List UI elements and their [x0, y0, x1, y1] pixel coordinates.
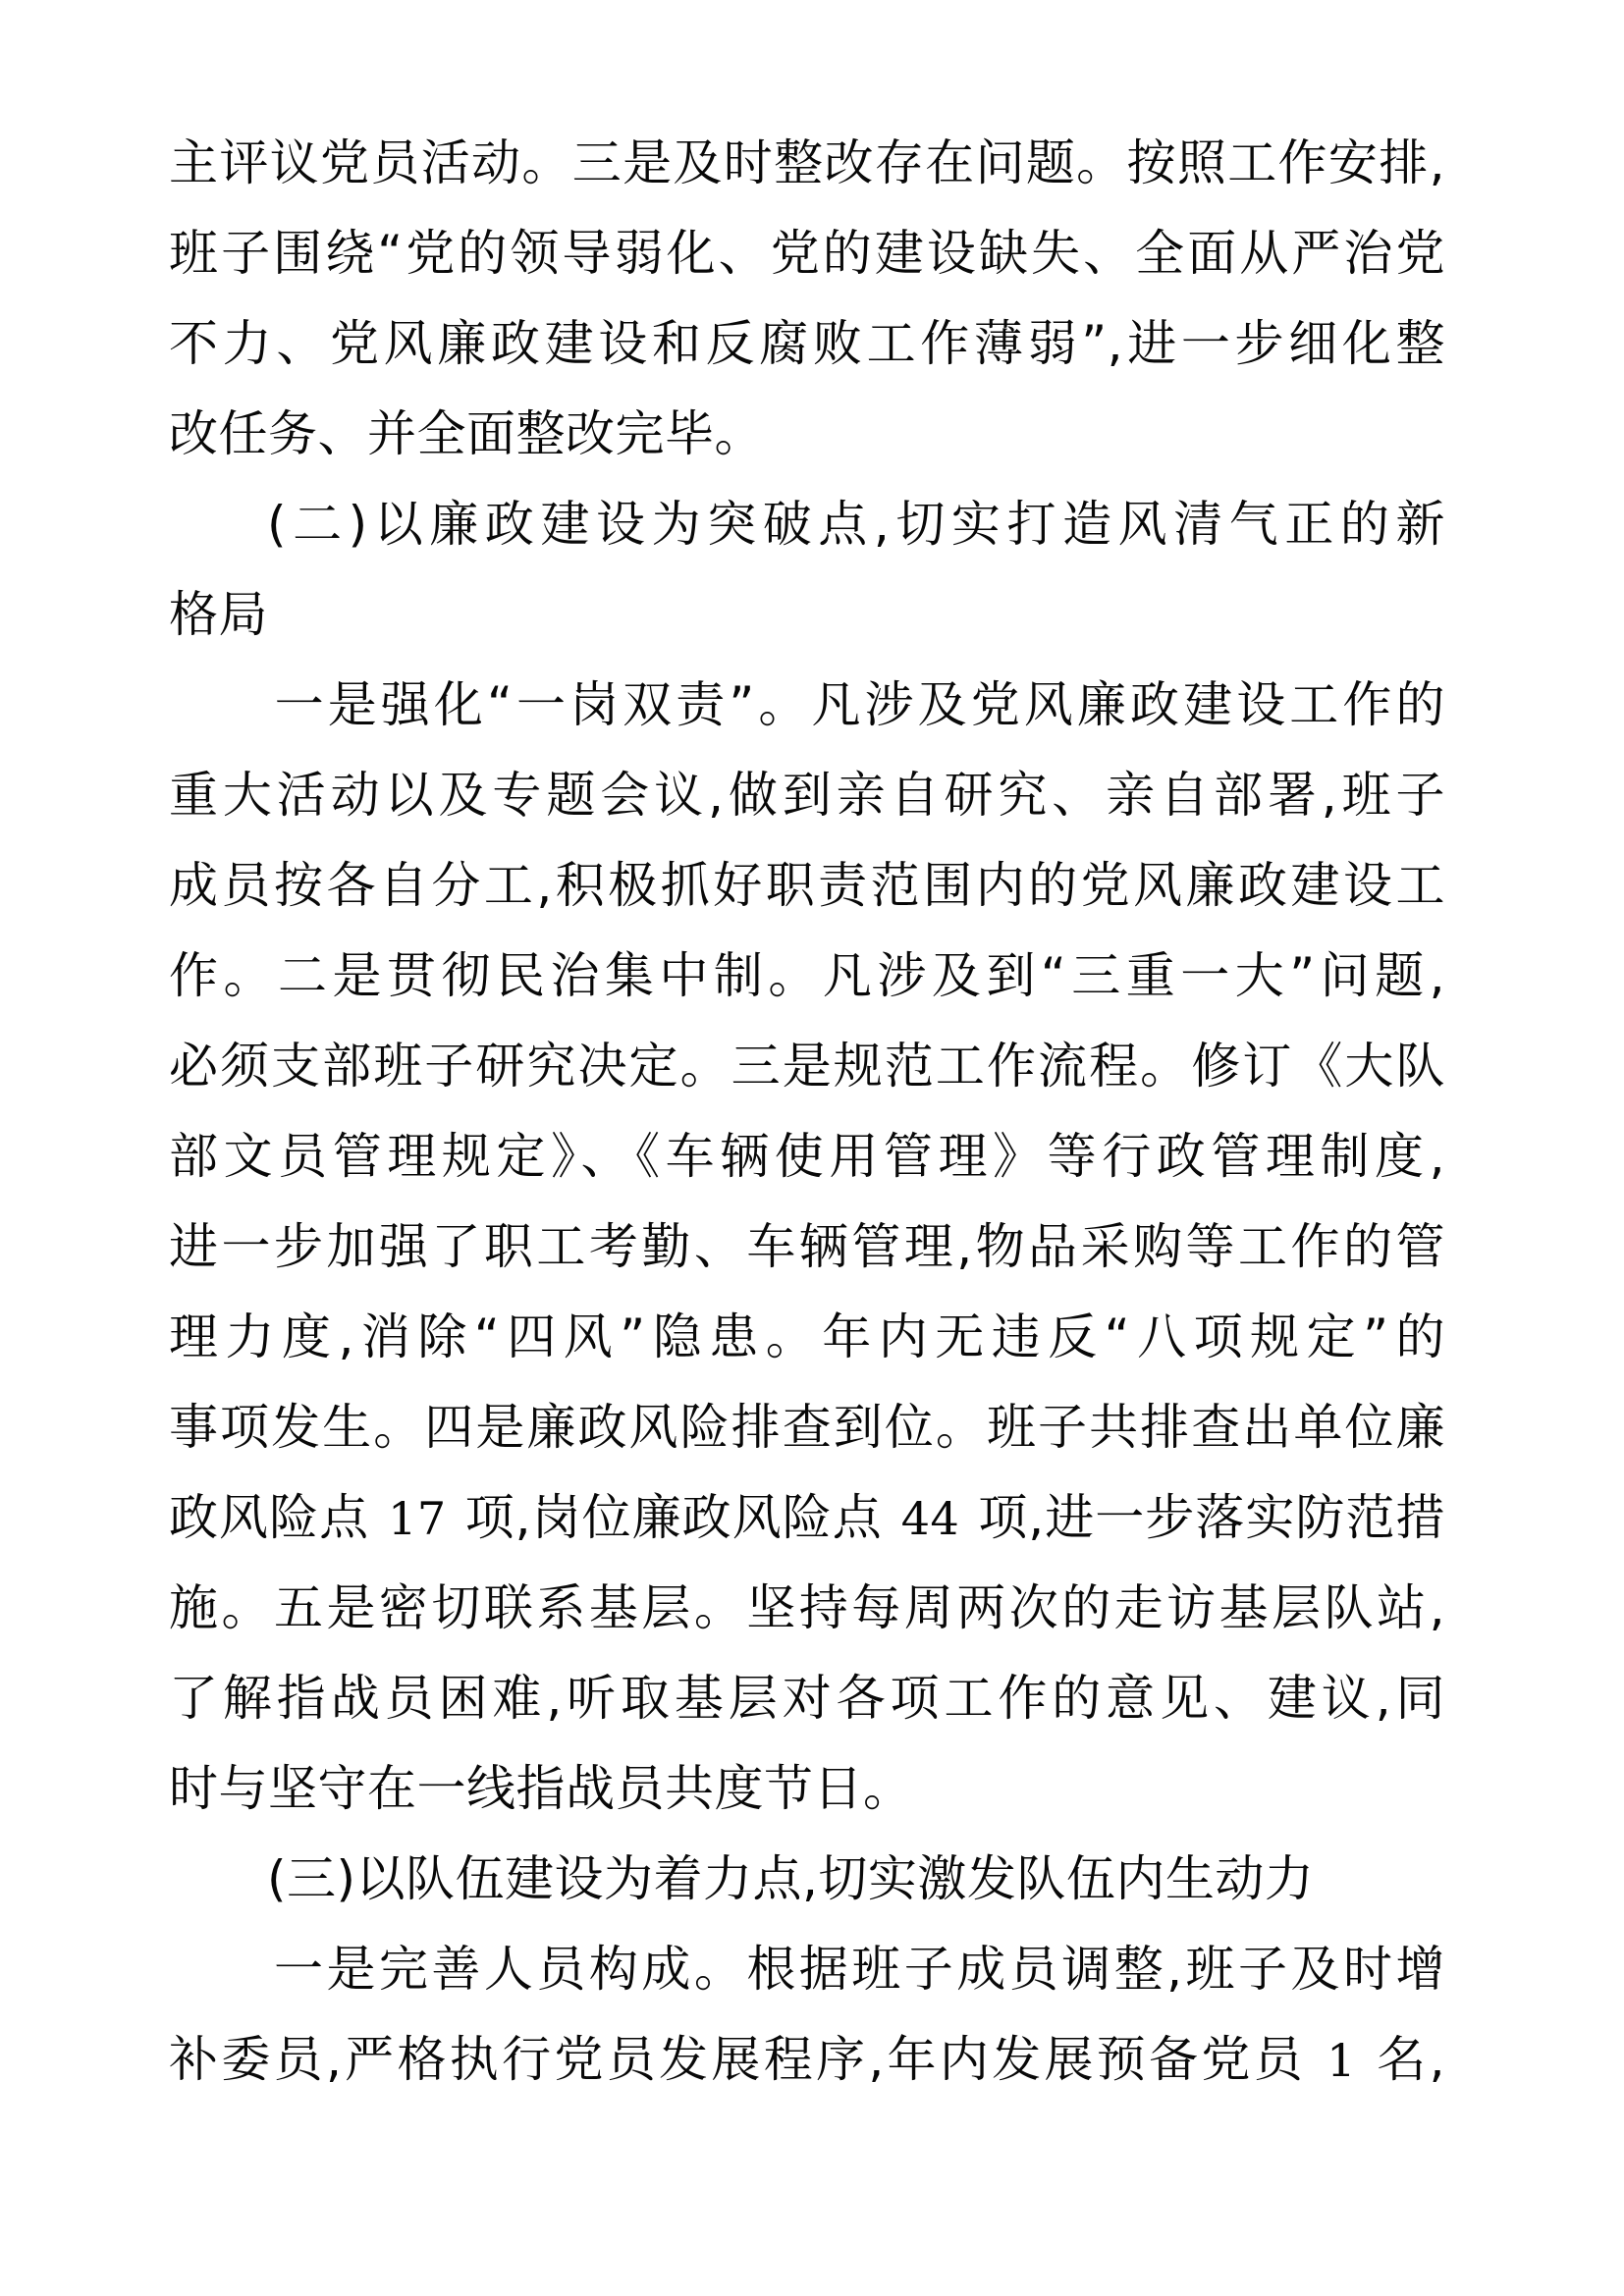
text-line: 改任务、并全面整改完毕。 — [169, 405, 764, 462]
document-text-body — [169, 118, 1445, 2105]
section-heading-2-text: (二)以廉政建设为突破点,切实打造风清气正的新 — [267, 496, 1446, 553]
text-line: 成员按各自分工,积极抓好职责范围内的党风廉政建设工 — [169, 857, 1445, 914]
text-line: 必须支部班子研究决定。三是规范工作流程。修订《大队 — [169, 1038, 1445, 1095]
section-heading-2 — [169, 479, 1445, 569]
section-heading-3 — [169, 1834, 1445, 1924]
text-line: 部文员管理规定》、《车辆使用管理》等行政管理制度, — [169, 1128, 1445, 1185]
text-line-text: 一是完善人员构成。根据班子成员调整,班子及时增 — [271, 1941, 1445, 1998]
text-line: 施。五是密切联系基层。坚持每周两次的走访基层队站, — [169, 1579, 1445, 1636]
text-line: 事项发生。四是廉政风险排查到位。班子共排查出单位廉 — [169, 1399, 1445, 1456]
text-line: 不力、党风廉政建设和反腐败工作薄弱”,进一步细化整 — [169, 315, 1445, 372]
text-line: 时与坚守在一线指战员共度节日。 — [169, 1760, 913, 1817]
text-line: 了解指战员困难,听取基层对各项工作的意见、建议,同 — [169, 1670, 1445, 1727]
text-line: 作。二是贯彻民治集中制。凡涉及到“三重一大”问题, — [169, 947, 1445, 1004]
section-heading-2-continuation: 格局 — [169, 586, 268, 643]
text-line: 主评议党员活动。三是及时整改存在问题。按照工作安排, — [169, 134, 1445, 191]
text-line: 进一步加强了职工考勤、车辆管理,物品采购等工作的管 — [169, 1218, 1445, 1275]
text-line: 理力度,消除“四风”隐患。年内无违反“八项规定”的 — [169, 1308, 1445, 1365]
inline-number: 1 — [1326, 2034, 1357, 2087]
text-line: 班子围绕“党的领导弱化、党的建设缺失、全面从严治党 — [169, 225, 1445, 282]
text-line: 重大活动以及专题会议,做到亲自研究、亲自部署,班子 — [169, 767, 1445, 824]
inline-number: 17 — [388, 1492, 447, 1545]
text-line — [169, 1924, 1445, 2014]
text-line-with-numbers: 政风险点 17 项,岗位廉政风险点 44 项,进一步落实防范措 — [169, 1489, 1445, 1546]
text-line — [169, 660, 1445, 750]
inline-number: 44 — [900, 1492, 960, 1545]
text-line-text: 一是强化“一岗双责”。凡涉及党风廉政建设工作的 — [271, 676, 1445, 733]
text-line-with-numbers: 补委员,严格执行党员发展程序,年内发展预备党员 1 名, — [169, 2031, 1445, 2088]
section-heading-3-text: (三)以队伍建设为着力点,切实激发队伍内生动力 — [267, 1850, 1315, 1907]
